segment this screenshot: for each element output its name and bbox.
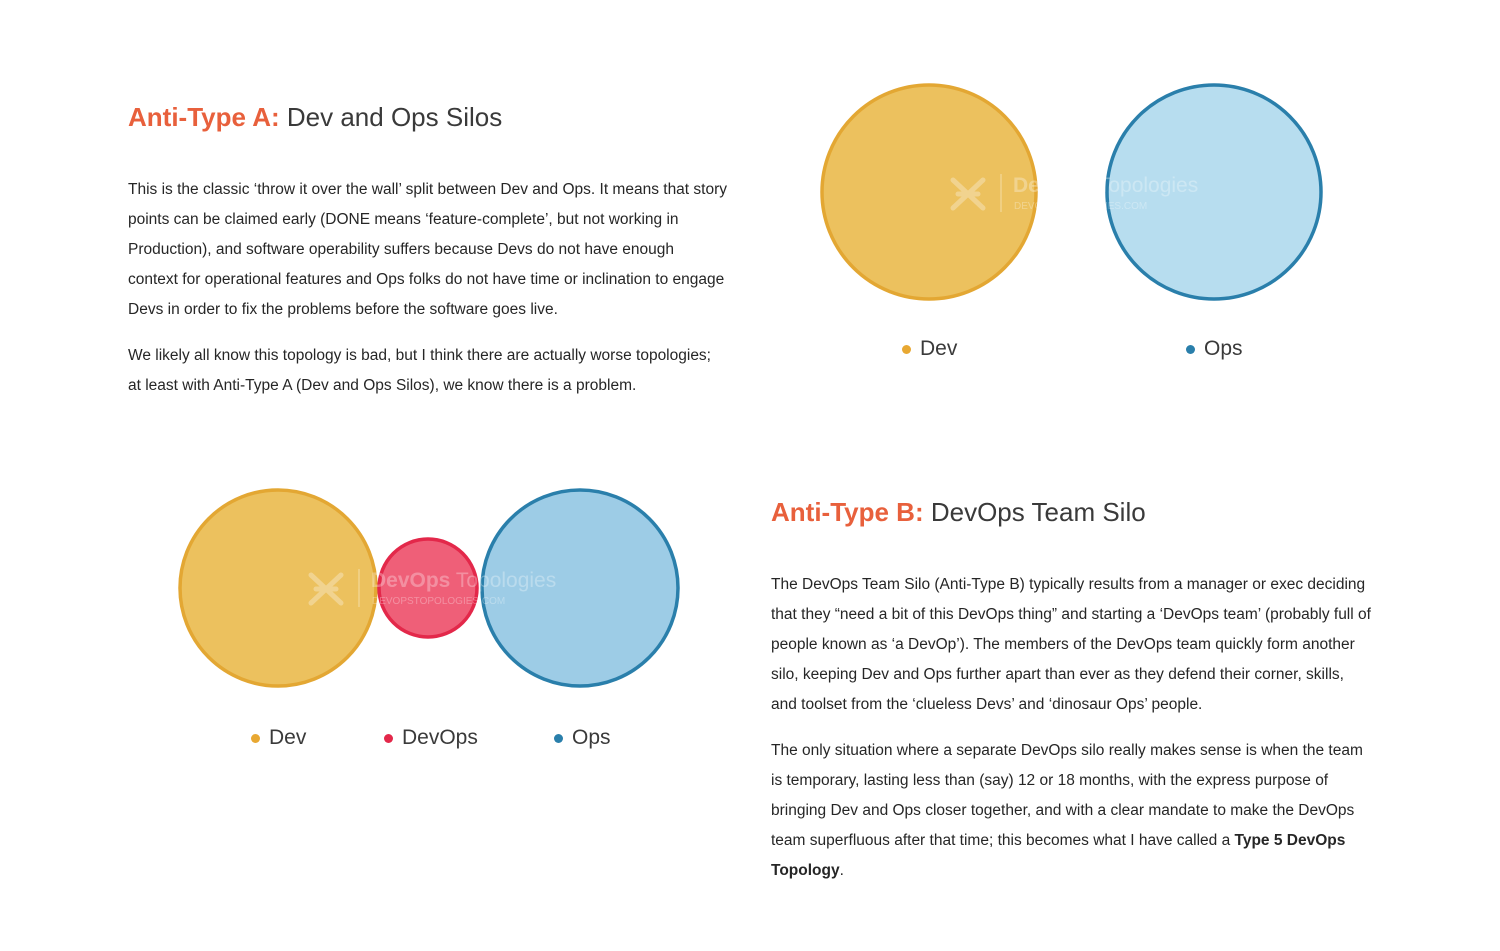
anti-type-a-paragraph-2: We likely all know this topology is bad, but I think there are actually worse topologies; at least with Anti-Type A (Dev and Ops Silos), we know there is a problem. xyxy=(128,347,711,394)
ops-dot-icon xyxy=(554,734,563,743)
anti-type-a-label: Anti-Type A: xyxy=(128,102,280,132)
legend-dev xyxy=(902,337,957,361)
watermark-brand-light: Topologies xyxy=(450,569,557,592)
legend-ops-label: Ops xyxy=(1204,337,1243,360)
legend-dev xyxy=(251,726,306,750)
legend-ops xyxy=(554,726,611,750)
type-5-topology-text: Type 5 DevOps Topology xyxy=(771,832,1346,879)
legend-dev-label: Dev xyxy=(920,337,958,360)
watermark-brand-bold: DevOps xyxy=(371,569,451,592)
anti-type-a-title xyxy=(128,102,502,133)
anti-type-b-diagram xyxy=(150,470,710,710)
dev-dot-icon xyxy=(902,345,911,354)
anti-type-b-name: DevOps Team Silo xyxy=(923,497,1146,527)
dev-circle xyxy=(822,85,1036,299)
watermark-domain: DEVOPSTOPOLOGIES.COM xyxy=(1014,201,1148,212)
legend-dev-label: Dev xyxy=(269,726,307,749)
anti-type-b-label: Anti-Type B: xyxy=(771,497,924,527)
legend-ops xyxy=(1186,337,1243,361)
anti-type-a-diagram xyxy=(800,70,1360,320)
anti-type-a-paragraph-1: This is the classic ‘throw it over the wall’ split between Dev and Ops. It means that story points can be claimed early (DONE means ‘feature-complete’, but not working in Production), and software operability suffers because Devs do not have enough context for operational features and Ops folks do not have time or inclination to engage Devs in order to fix the problems before the software goes live. xyxy=(128,181,728,318)
watermark-brand-light: Topologies xyxy=(1092,174,1199,197)
anti-type-b-paragraph-2-end: . xyxy=(839,862,844,879)
ops-dot-icon xyxy=(1186,345,1195,354)
legend-devops-label: DevOps xyxy=(402,726,478,749)
anti-type-b-paragraph-1: The DevOps Team Silo (Anti-Type B) typically results from a manager or exec deciding that they “need a bit of this DevOps thing” and starting a ‘DevOps team’ (probably full of people known as ‘a DevOp’). The members of the DevOps team quickly form another silo, keeping Dev and Ops further apart than ever as they defend their corner, skills, and toolset from the ‘clueless Devs’ and ‘dinosaur Ops’ people. xyxy=(771,576,1371,713)
legend-ops-label: Ops xyxy=(572,726,611,749)
watermark-brand-bold: DevOps xyxy=(1013,174,1093,197)
devops-dot-icon xyxy=(384,734,393,743)
svg-text:DevOps Topologies xyxy=(1013,174,1198,197)
legend-devops xyxy=(384,726,478,750)
watermark-domain: DEVOPSTOPOLOGIES.COM xyxy=(372,596,506,607)
anti-type-b-legend xyxy=(150,726,710,756)
anti-type-b-title xyxy=(771,497,1146,528)
dev-dot-icon xyxy=(251,734,260,743)
anti-type-b-paragraph-2 xyxy=(771,736,1371,886)
dev-circle xyxy=(180,490,376,686)
anti-type-a-legend xyxy=(800,337,1360,367)
svg-text:DevOps Topologies xyxy=(371,569,556,592)
anti-type-a-name: Dev and Ops Silos xyxy=(279,102,503,132)
anti-type-b-paragraph-2-text: The only situation where a separate DevOps silo really makes sense is when the team is temporary, lasting less than (say) 12 or 18 months, with the express purpose of bringing Dev and Ops closer together, and with a clear mandate to make the DevOps team superfluous after that time; this becomes what I have called a xyxy=(771,742,1363,849)
